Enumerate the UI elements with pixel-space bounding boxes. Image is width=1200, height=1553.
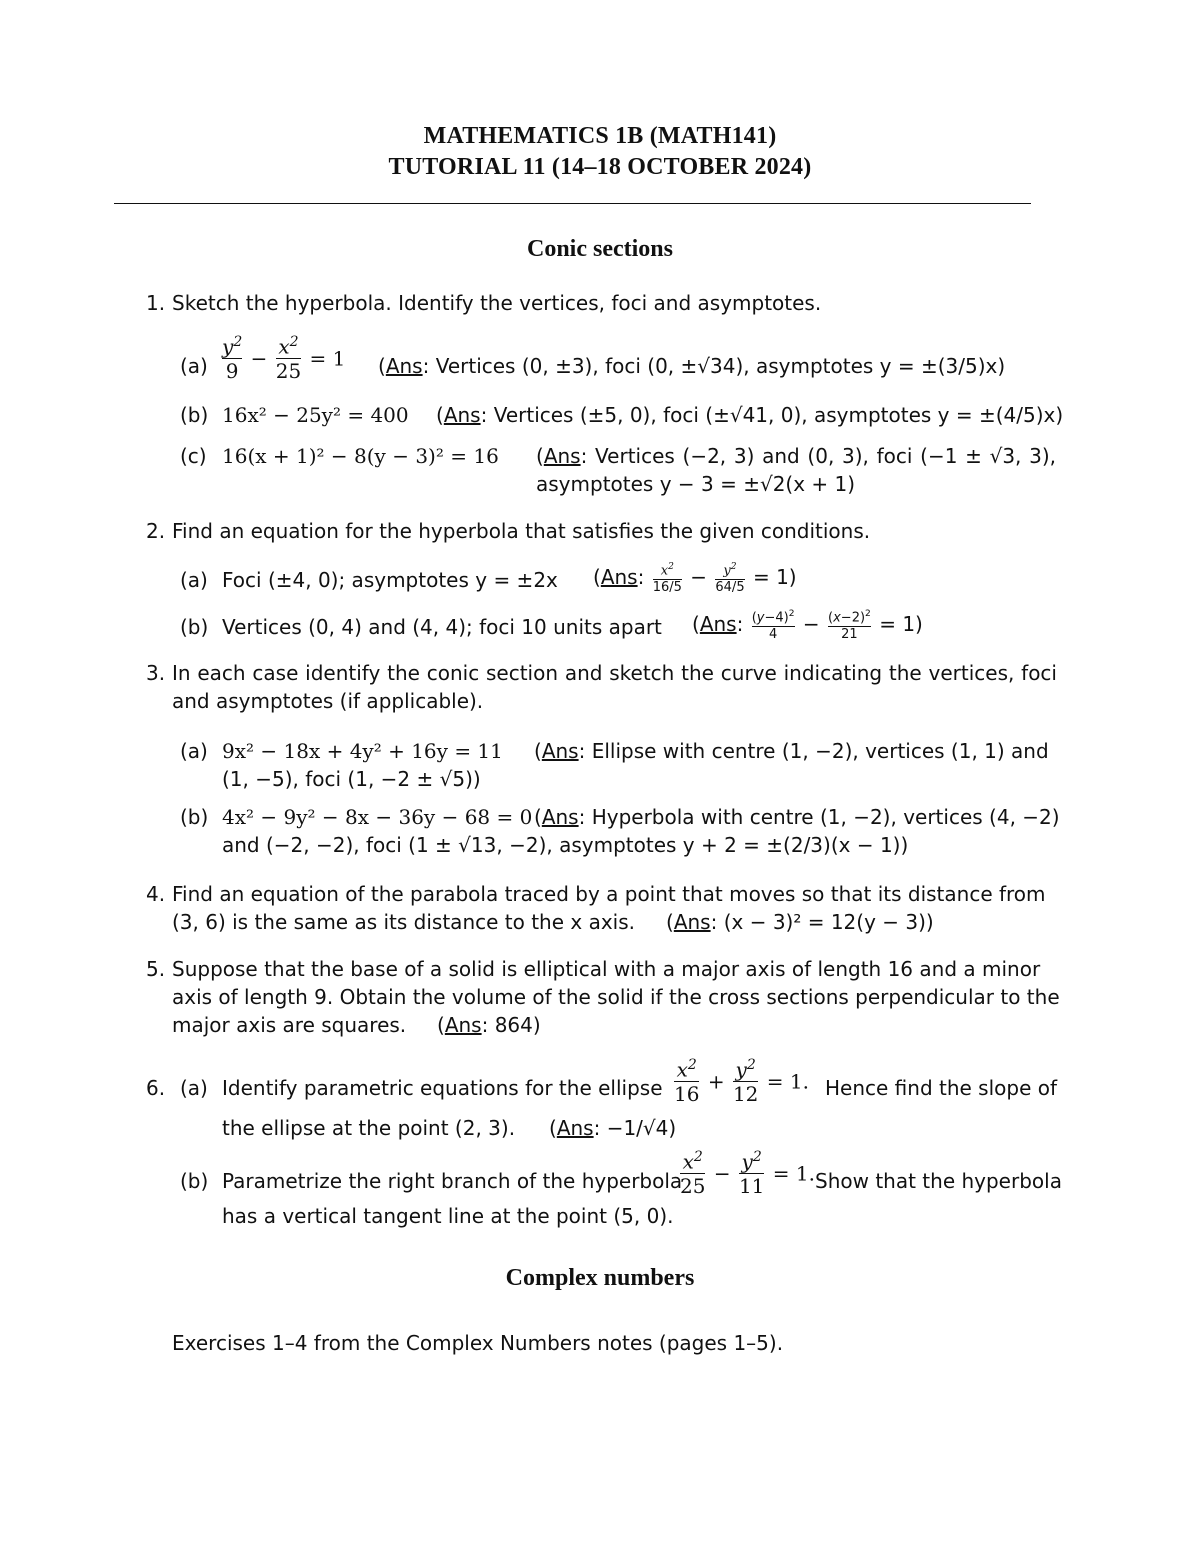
q6-number: 6. — [146, 1076, 166, 1100]
ans-label: Ans — [543, 444, 581, 468]
q2b-label: (b) — [180, 615, 209, 639]
q3-text — [172, 659, 1057, 715]
section-heading-complex: Complex numbers — [505, 1265, 695, 1291]
q3b-label: (b) — [180, 805, 209, 829]
complex-exercises-text: Exercises 1–4 from the Complex Numbers notes (pages 1–5). — [172, 1331, 784, 1355]
q3a-equation: 9x² − 18x + 4y² + 16y = 11 — [222, 739, 503, 763]
q3-number: 3. — [146, 661, 166, 685]
ans-label: Ans — [600, 564, 638, 589]
q2b-text: Vertices (0, 4) and (4, 4); foci 10 units apart — [222, 615, 662, 639]
q1c-answer: (Ans: Vertices (−2, 3) and (0, 3), foci (−1 ± √3, 3), asymptotes y − 3 = ±√2(x + 1) — [536, 444, 1056, 496]
q1a-answer-text: Vertices (0, ±3), foci (0, ±√34), asymptotes y = ±(3/5)x — [435, 354, 998, 378]
q6b-text-line2: has a vertical tangent line at the point (5, 0). — [222, 1204, 674, 1228]
q3-text-line1: In each case identify the conic section and sketch the curve indicating the vertices, foci — [172, 661, 1057, 685]
header-rule — [114, 203, 1031, 204]
q3b-equation: 4x² − 9y² − 8x − 36y − 68 = 0 — [222, 805, 533, 829]
q4-answer-text: (x − 3)² = 12(y − 3)) — [723, 910, 934, 934]
q6a-text-line2: the ellipse at the point (2, 3). — [222, 1116, 516, 1140]
q1a-equation: $\frac{y^2}{9}$ − $\frac{x^2}{25}$ = 1 — [222, 334, 346, 383]
q6b-text-line1b: Show that the hyperbola — [815, 1169, 1062, 1193]
ans-label: Ans — [444, 1013, 482, 1037]
q3b-answer-line2: and (−2, −2), foci (1 ± √13, −2), asymptotes y + 2 = ±(2/3)(x − 1)) — [222, 833, 909, 857]
section-heading-conic: Conic sections — [527, 236, 673, 262]
q5-text-line2: axis of length 9. Obtain the volume of the solid if the cross sections perpendicular to the — [172, 985, 1060, 1009]
q3a-answer-line2: (1, −5), foci (1, −2 ± √5)) — [222, 767, 481, 791]
q1a-label: (a) — [180, 354, 208, 378]
q1b-answer: (Ans: Vertices (±5, 0), foci (±√41, 0), asymptotes y = ±(4/5)x) — [436, 403, 1064, 427]
q2a-label: (a) — [180, 568, 208, 592]
q6a-answer-text: −1/√4) — [606, 1116, 677, 1140]
q2b-answer: (Ans: $\frac{(y-4)^2}{4}$ − $\frac{(x-2)^2}{21}$ = 1) — [692, 609, 923, 642]
q5-answer: (Ans: 864) — [437, 1013, 541, 1037]
q6a-label: (a) — [180, 1076, 208, 1100]
q5-text-line3: major axis are squares. — [172, 1013, 407, 1037]
ans-label: Ans — [556, 1116, 594, 1140]
course-title: MATHEMATICS 1B (MATH141) — [423, 123, 777, 149]
q6a-text-line1: Identify parametric equations for the ellipse — [222, 1076, 663, 1100]
q3b-answer-text: Hyperbola with centre (1, −2), vertices (4, −2) — [591, 805, 1060, 829]
q5-number: 5. — [146, 957, 166, 981]
q3b-answer: (Ans: Hyperbola with centre (1, −2), vertices (4, −2) — [534, 805, 1060, 829]
q1c-equation: 16(x + 1)² − 8(y − 3)² = 16 — [222, 444, 499, 468]
q1b-equation: 16x² − 25y² = 400 — [222, 403, 409, 427]
q5-answer-text: 864) — [494, 1013, 541, 1037]
q4-text-line1: Find an equation of the parabola traced by a point that moves so that its distance from — [172, 882, 1046, 906]
ans-label: Ans — [699, 611, 737, 636]
q4-answer: (Ans: (x − 3)² = 12(y − 3)) — [666, 910, 934, 934]
q6b-equation: $\frac{x^2}{25}$ − $\frac{y^2}{11}$ = 1. — [680, 1149, 815, 1198]
q6a-text-line1b: Hence find the slope of — [825, 1076, 1058, 1100]
q3a-label: (a) — [180, 739, 208, 763]
ans-label: Ans — [541, 805, 579, 829]
ans-label: Ans — [541, 739, 579, 763]
q1c-label: (c) — [180, 444, 207, 468]
q2-text: Find an equation for the hyperbola that satisfies the given conditions. — [172, 519, 871, 543]
q1b-label: (b) — [180, 403, 209, 427]
q6b-text-line1: Parametrize the right branch of the hyperbola — [222, 1169, 683, 1193]
q6a-answer: (Ans: −1/√4) — [549, 1116, 677, 1140]
q2a-answer: (Ans: $\frac{x^2}{16/5}$ − $\frac{y^2}{64/5}$ = 1) — [593, 562, 797, 595]
q1-number: 1. — [146, 291, 166, 315]
tutorial-title: TUTORIAL 11 (14–18 OCTOBER 2024) — [388, 154, 812, 180]
q2a-text: Foci (±4, 0); asymptotes y = ±2x — [222, 568, 558, 592]
q5-text-line1: Suppose that the base of a solid is elliptical with a major axis of length 16 and a minor — [172, 957, 1041, 981]
document-header — [0, 121, 1200, 183]
q3-text-line2: and asymptotes (if applicable). — [172, 689, 484, 713]
q4-text-line2: (3, 6) is the same as its distance to the x axis. — [172, 910, 636, 934]
q1-text: Sketch the hyperbola. Identify the vertices, foci and asymptotes. — [172, 291, 822, 315]
q1a-answer: (Ans: Vertices (0, ±3), foci (0, ±√34), asymptotes y = ±(3/5)x) — [378, 354, 1006, 378]
ans-label: Ans — [385, 354, 423, 378]
q4-number: 4. — [146, 882, 166, 906]
q3a-answer-text: Ellipse with centre (1, −2), vertices (1, 1) and — [591, 739, 1049, 763]
q3a-answer: (Ans: Ellipse with centre (1, −2), vertices (1, 1) and — [534, 739, 1049, 763]
q6a-equation: $\frac{x^2}{16}$ + $\frac{y^2}{12}$ = 1. — [674, 1057, 809, 1106]
q1b-answer-text: Vertices (±5, 0), foci (±√41, 0), asymptotes y = ±(4/5)x — [493, 403, 1056, 427]
ans-label: Ans — [443, 403, 481, 427]
q2-number: 2. — [146, 519, 166, 543]
ans-label: Ans — [673, 910, 711, 934]
q6b-label: (b) — [180, 1169, 209, 1193]
q1c-answer-text: Vertices (−2, 3) and (0, 3), foci (−1 ± √3, 3), asymptotes y − 3 = ±√2(x + 1) — [536, 444, 1056, 496]
